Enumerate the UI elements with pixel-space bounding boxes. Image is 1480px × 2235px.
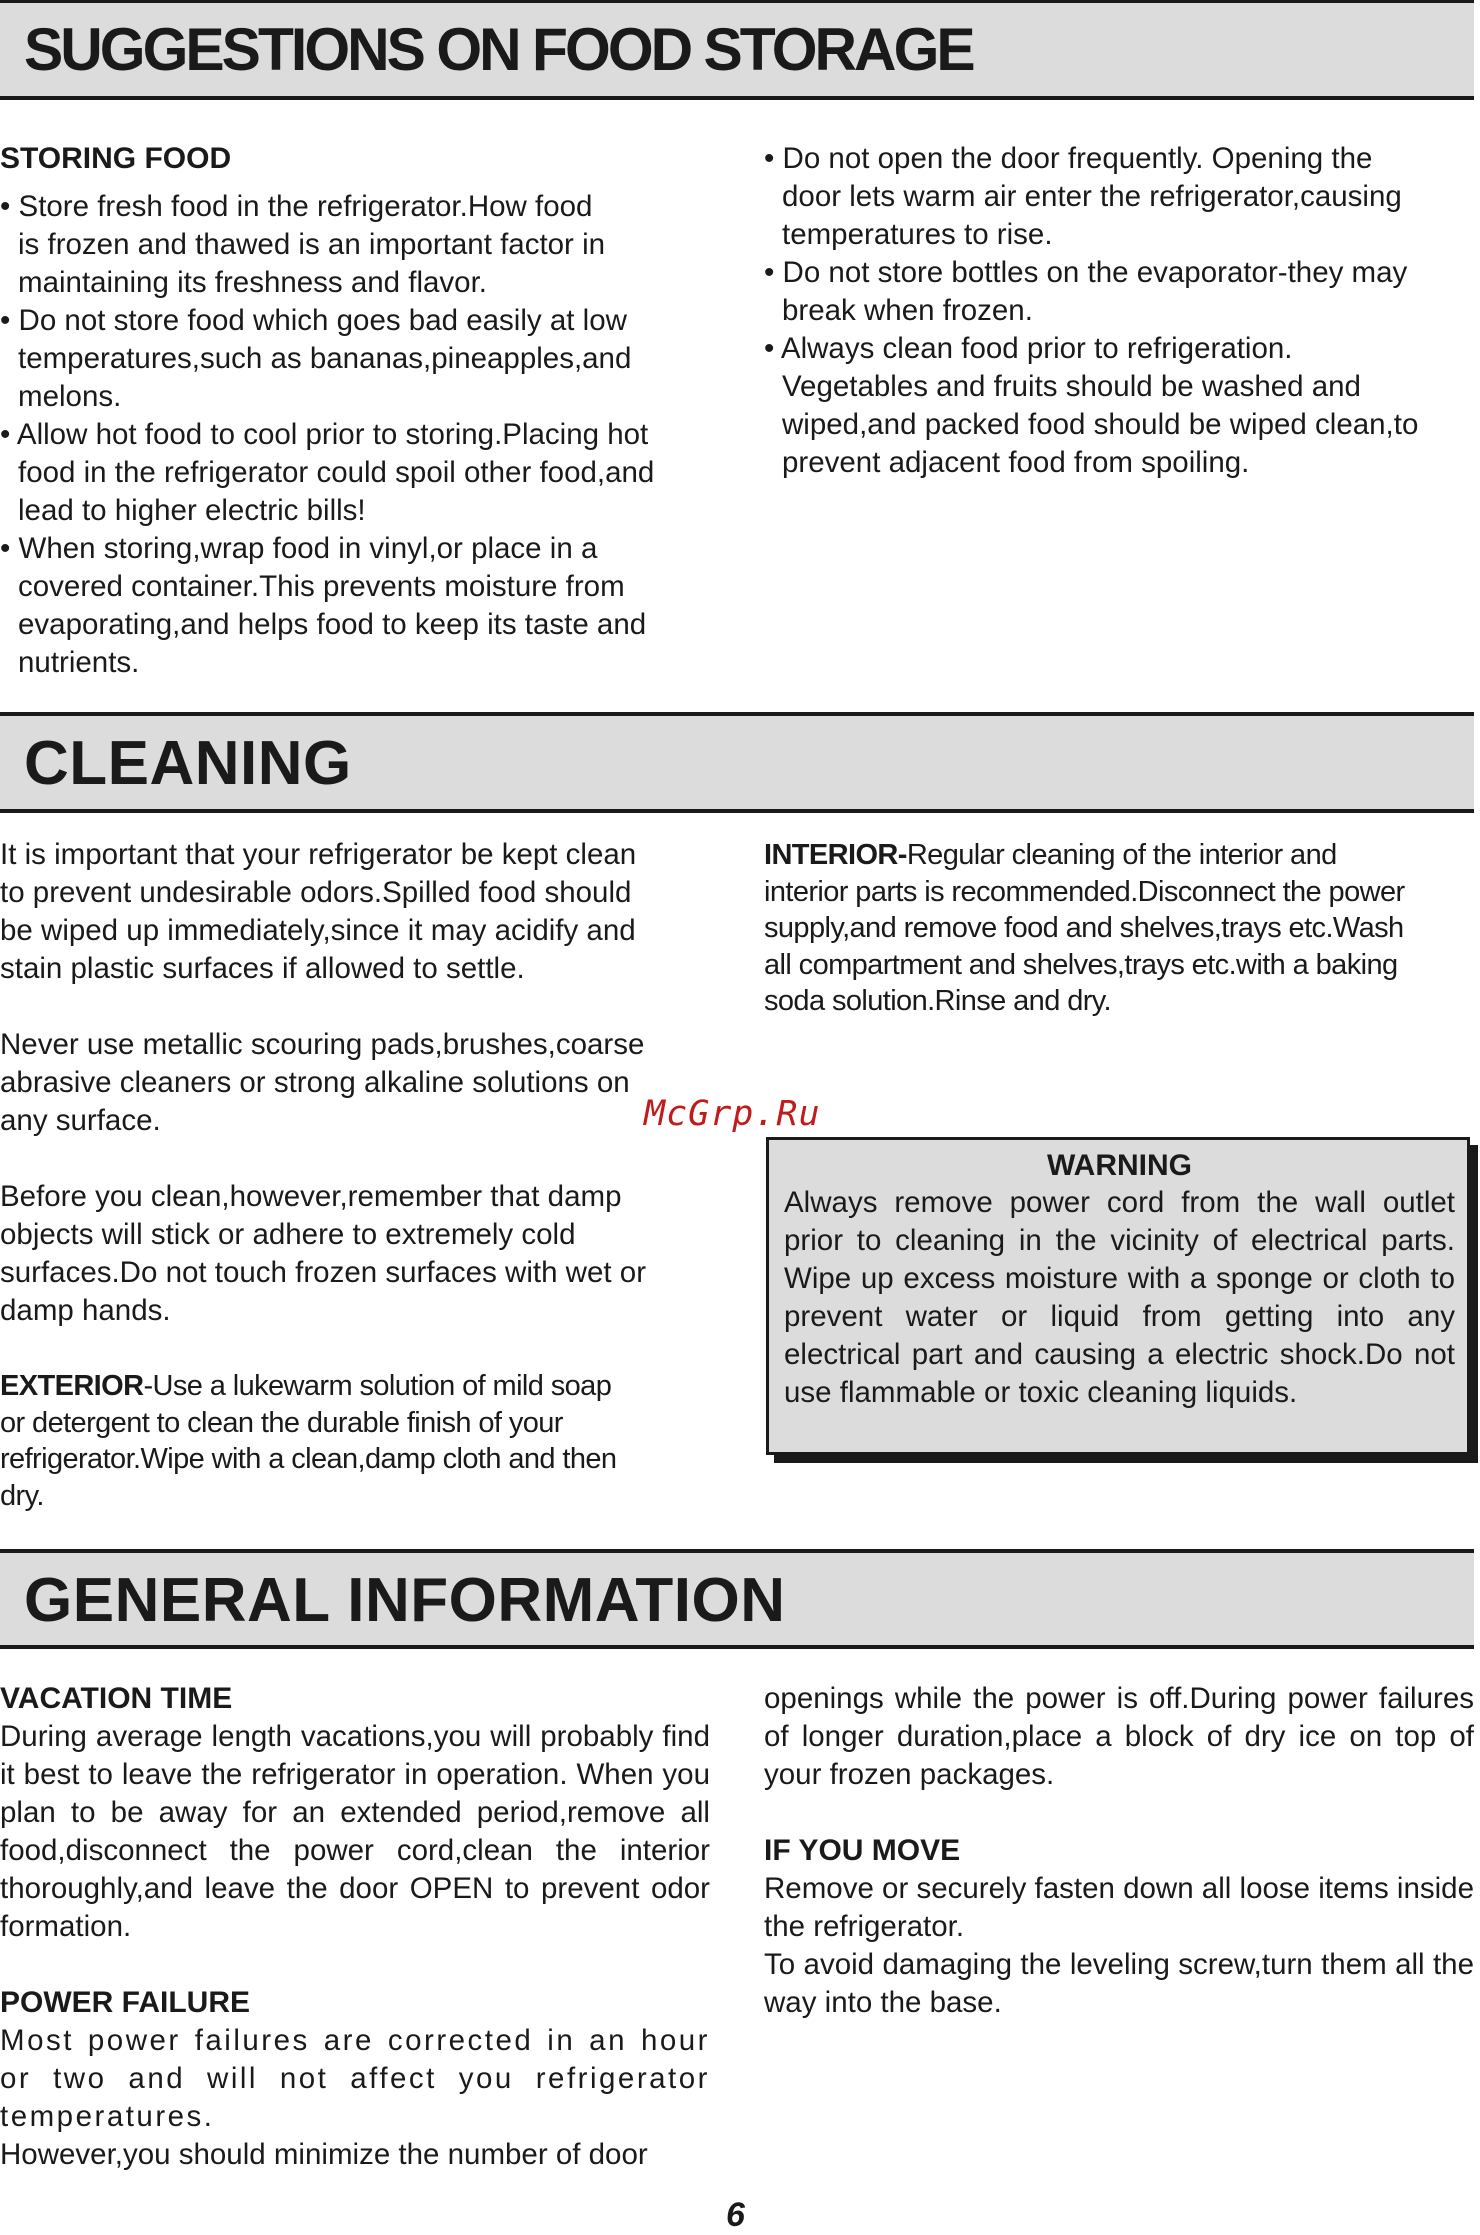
general-left-column: [0, 1680, 710, 2174]
interior-label: INTERIOR-: [764, 839, 907, 871]
text-line: supply,and remove food and shelves,trays etc.Wash: [764, 912, 1404, 944]
bullet-line: food in the refrigerator could spoil other food,and: [18, 456, 655, 489]
bullet-line: temperatures,such as bananas,pineapples,and: [18, 342, 632, 375]
if-you-move-text-2: To avoid damaging the leveling screw,turn them all the way into the base.: [764, 1948, 1474, 2019]
cleaning-paragraph-3: [0, 1178, 712, 1330]
bullet-line: temperatures to rise.: [782, 218, 1053, 251]
cleaning-heading: CLEANING: [24, 729, 352, 798]
text-line: objects will stick or adhere to extremely cold: [0, 1218, 576, 1251]
text-line: all compartment and shelves,trays etc.with a baking: [764, 948, 1398, 981]
text-line: any surface.: [0, 1104, 161, 1137]
storing-bullets-left: [0, 188, 712, 682]
text-line: abrasive cleaners or strong alkaline solutions on: [0, 1066, 630, 1099]
cleaning-paragraph-2: [0, 1026, 712, 1140]
bullet-line: covered container.This prevents moisture from: [18, 570, 625, 603]
bullet-line: maintaining its freshness and flavor.: [18, 266, 487, 299]
storing-bullets-right: [764, 140, 1480, 482]
general-header-band: [0, 1549, 1474, 1649]
power-failure-text-2: However,you should minimize the number of door: [0, 2138, 648, 2171]
text-line: surfaces.Do not touch frozen surfaces with wet or: [0, 1256, 647, 1289]
bullet-line: • Always clean food prior to refrigeration.: [764, 332, 1293, 365]
storing-left-bullet: [0, 416, 712, 530]
storing-left-bullet: [0, 302, 712, 416]
watermark-text: McGrp.Ru: [644, 1094, 821, 1134]
text-line: soda solution.Rinse and dry.: [764, 985, 1111, 1017]
storing-food-subheading: STORING FOOD: [0, 142, 232, 175]
text-line: dry.: [0, 1479, 44, 1512]
text-line: Never use metallic scouring pads,brushes,coarse: [0, 1028, 645, 1061]
bullet-line: evaporating,and helps food to keep its taste and: [18, 608, 647, 641]
storing-right-bullet: [764, 254, 1480, 330]
exterior-label: EXTERIOR: [0, 1370, 144, 1402]
storing-left-bullet: [0, 530, 712, 682]
text-line: It is important that your refrigerator be kept clean: [0, 838, 637, 871]
storing-right-bullet: [764, 140, 1480, 254]
bullet-line: • When storing,wrap food in vinyl,or place in a: [0, 532, 598, 565]
cleaning-paragraph-1: [0, 836, 712, 988]
general-right-column: [764, 1680, 1474, 2022]
bullet-line: • Do not store food which goes bad easily at low: [0, 304, 627, 337]
bullet-line: Vegetables and fruits should be washed and: [782, 370, 1361, 403]
bullet-line: break when frozen.: [782, 294, 1033, 327]
text-line: be wiped up immediately,since it may acidify and: [0, 914, 636, 947]
storage-header-band: [0, 0, 1474, 100]
bullet-line: nutrients.: [18, 646, 140, 679]
bullet-line: door lets warm air enter the refrigerator,causing: [782, 180, 1402, 213]
text-line: Before you clean,however,remember that damp: [0, 1180, 622, 1213]
storing-food-right-column: [764, 140, 1480, 482]
storage-heading: SUGGESTIONS ON FOOD STORAGE: [24, 16, 973, 83]
bullet-line: • Store fresh food in the refrigerator.How food: [0, 190, 593, 223]
bullet-line: melons.: [18, 380, 122, 413]
interior-paragraph: INTERIOR-Regular cleaning of the interior and interior parts is recommended.Disconnect the power supply,and remove food and shelves,trays etc.Wash all compartment and shelves,trays etc.with a baking soda solution.Rinse and dry.: [764, 837, 1464, 1020]
text-line: interior parts is recommended.Disconnect the power: [764, 875, 1405, 908]
warning-text: Always remove power cord from the wall outlet prior to cleaning in the vicinity of electrical parts. Wipe up excess moisture with a sponge or cloth to prevent water or liquid from getting into any electrical part and causing a electric shock.Do not use flammable or toxic cleaning liquids.: [784, 1186, 1455, 1409]
storing-right-bullet: [764, 330, 1480, 482]
power-failure-title: POWER FAILURE: [0, 1986, 251, 2019]
page-number: 6: [726, 2196, 745, 2234]
storing-left-bullet: [0, 188, 712, 302]
warning-title: WARNING: [1047, 1149, 1192, 1182]
power-failure-continued: openings while the power is off.During power failures of longer duration,place a block of dry ice on top of your frozen packages.: [764, 1682, 1474, 1791]
power-failure-text: Most power failures are corrected in an hour or two and will not affect you refrigerator temperatures.: [0, 2024, 710, 2133]
bullet-line: lead to higher electric bills!: [18, 494, 366, 527]
cleaning-right-column: [764, 837, 1464, 1020]
vacation-text: During average length vacations,you will probably find it best to leave the refrigerator in operation. When you plan to be away for an extended period,remove all food,disconnect the power cord,clean the interior thoroughly,and leave the door OPEN to prevent odor formation.: [0, 1720, 710, 1943]
exterior-paragraph: EXTERIOR-Use a lukewarm solution of mild soap or detergent to clean the durable finish of your refrigerator.Wipe with a clean,damp cloth and then dry.: [0, 1368, 712, 1514]
vacation-title: VACATION TIME: [0, 1682, 233, 1715]
text-line: refrigerator.Wipe with a clean,damp cloth and then: [0, 1443, 617, 1475]
general-heading: GENERAL INFORMATION: [24, 1566, 786, 1635]
cleaning-left-column: [0, 836, 712, 1514]
bullet-line: prevent adjacent food from spoiling.: [782, 446, 1250, 479]
bullet-line: • Do not open the door frequently. Opening the: [764, 142, 1373, 175]
bullet-line: • Do not store bottles on the evaporator-they may: [764, 256, 1408, 289]
if-you-move-text-1: Remove or securely fasten down all loose items inside the refrigerator.: [764, 1872, 1474, 1943]
warning-box: [766, 1137, 1470, 1455]
text-line: or detergent to clean the durable finish of your: [0, 1406, 563, 1439]
text-line: damp hands.: [0, 1294, 171, 1327]
storing-food-left-column: [0, 140, 712, 682]
text-line: stain plastic surfaces if allowed to settle.: [0, 952, 525, 985]
if-you-move-title: IF YOU MOVE: [764, 1834, 961, 1867]
bullet-line: is frozen and thawed is an important factor in: [18, 228, 606, 261]
bullet-line: • Allow hot food to cool prior to storing.Placing hot: [0, 418, 649, 451]
bullet-line: wiped,and packed food should be wiped clean,to: [782, 408, 1419, 441]
cleaning-header-band: [0, 712, 1474, 813]
text-line: to prevent undesirable odors.Spilled food should: [0, 876, 632, 909]
